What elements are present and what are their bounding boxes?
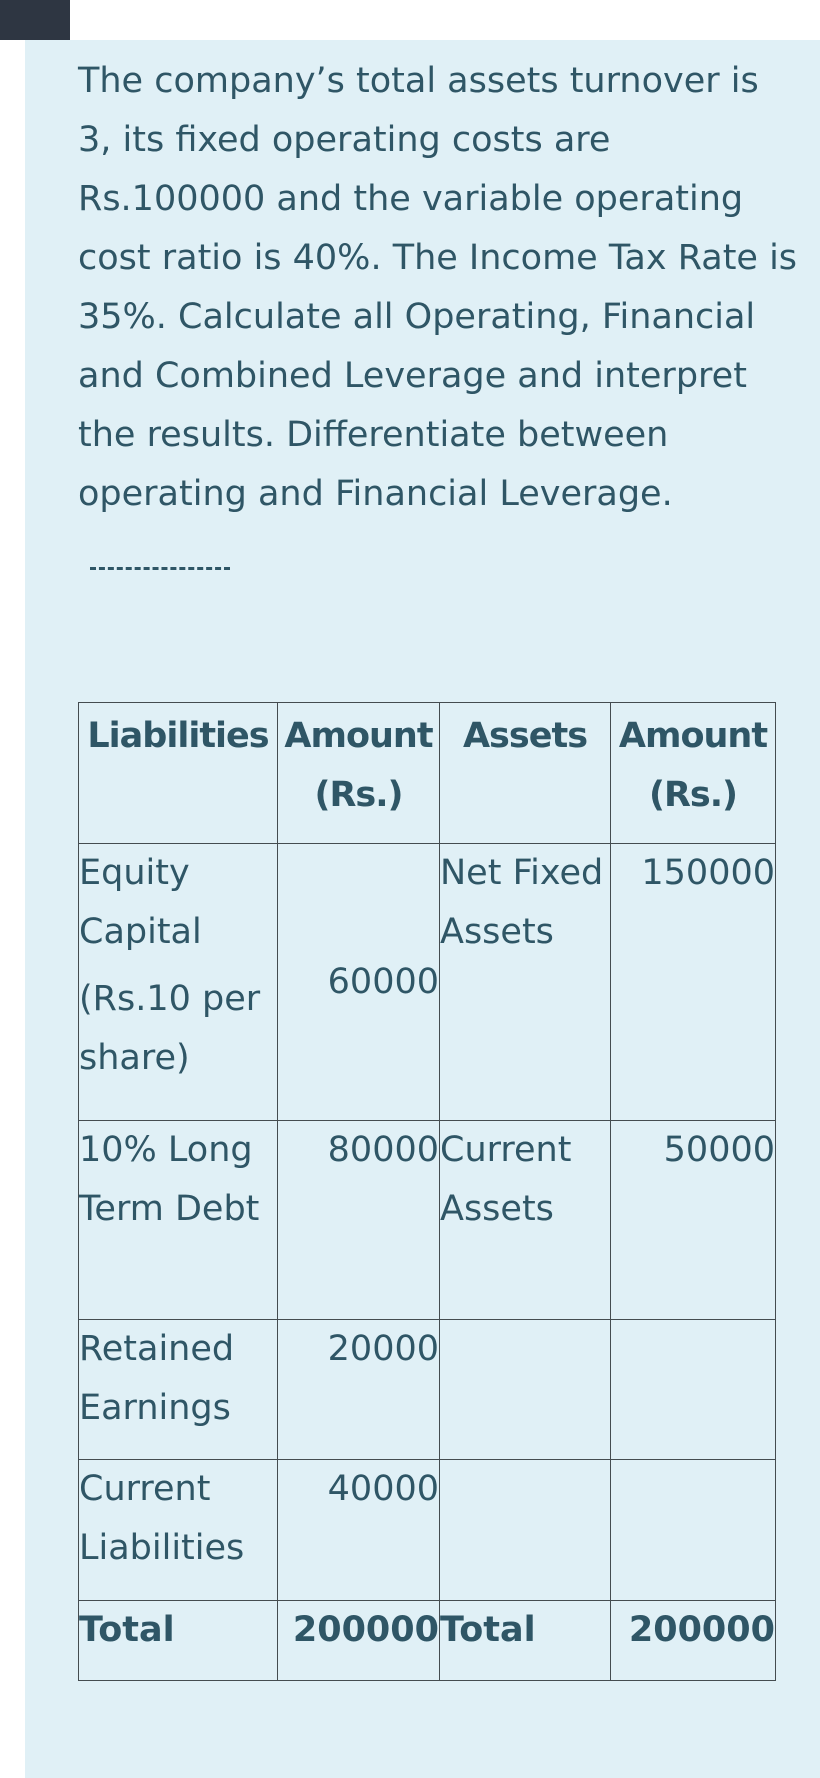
cell-empty bbox=[440, 1320, 611, 1460]
header-assets: Assets bbox=[440, 703, 611, 844]
table-row bbox=[79, 1320, 776, 1460]
equity-capital-label: Equity Capital bbox=[79, 853, 202, 952]
table-row bbox=[79, 1121, 776, 1320]
cell-equity-amount: 60000 bbox=[278, 844, 440, 1121]
cell-retained-earnings-amount: 20000 bbox=[278, 1320, 440, 1460]
cell-net-fixed-assets: Net Fixed Assets bbox=[440, 844, 611, 1121]
cell-empty bbox=[611, 1320, 776, 1460]
question-body: The company’s total assets turnover is 3, its fixed operating costs are Rs.100000 and the variable operating cost ratio is 40%. The Income Tax Rate is 35%. Calculate all Operating, Financial and Combined Leverage and interpret the results. Differentiate between operating and Financial Leverage. bbox=[78, 61, 798, 514]
cell-current-assets: Current Assets bbox=[440, 1121, 611, 1320]
cell-equity-capital bbox=[79, 844, 278, 1121]
cell-retained-earnings: Retained Earnings bbox=[79, 1320, 278, 1460]
top-bar-block bbox=[0, 0, 70, 40]
cell-current-liabilities: Current Liabilities bbox=[79, 1460, 278, 1601]
header-amount-assets: Amount (Rs.) bbox=[611, 703, 776, 844]
cell-long-term-debt-amount: 80000 bbox=[278, 1121, 440, 1320]
cell-empty bbox=[440, 1460, 611, 1601]
table-row bbox=[79, 1460, 776, 1601]
header-liabilities: Liabilities bbox=[79, 703, 278, 844]
cell-empty bbox=[611, 1460, 776, 1601]
cell-total-label-liabilities: Total bbox=[79, 1601, 278, 1681]
cell-total-liabilities: 200000 bbox=[278, 1601, 440, 1681]
answer-blank bbox=[90, 539, 230, 570]
header-amount-liabilities: Amount (Rs.) bbox=[278, 703, 440, 844]
balance-sheet-table bbox=[78, 702, 776, 1681]
cell-current-assets-amount: 50000 bbox=[611, 1121, 776, 1320]
table-row bbox=[79, 844, 776, 1121]
cell-long-term-debt: 10% Long Term Debt bbox=[79, 1121, 278, 1320]
equity-capital-note: (Rs.10 per share) bbox=[79, 979, 261, 1078]
cell-total-label-assets: Total bbox=[440, 1601, 611, 1681]
question-text bbox=[78, 52, 798, 583]
cell-current-liabilities-amount: 40000 bbox=[278, 1460, 440, 1601]
table-header-row bbox=[79, 703, 776, 844]
cell-net-fixed-assets-amount: 150000 bbox=[611, 844, 776, 1121]
cell-total-assets: 200000 bbox=[611, 1601, 776, 1681]
table-total-row bbox=[79, 1601, 776, 1681]
